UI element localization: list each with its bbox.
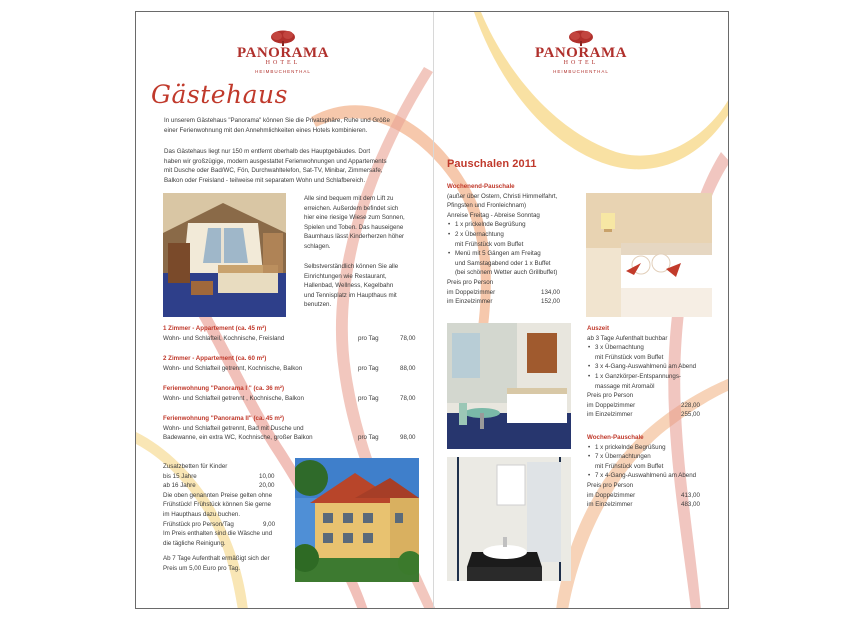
room-price: 152,00 [541,298,560,306]
price-item [163,324,423,354]
note-line: im Haupthaus dazu buchen. [163,510,241,518]
logo-brand: PANORAMA [236,45,330,61]
price-item-desc: Wohn- und Schlafteil getrennt , Kochnische, Balkon [163,394,304,402]
price-value: 78,00 [400,394,416,402]
price-value: 88,00 [400,364,416,372]
price-item [163,414,423,454]
price-item [163,384,423,414]
room-price: 134,00 [541,288,560,296]
lift-line: hier eine riesige Wiese zum Sonnen, [304,214,405,222]
auszeit-package [587,324,722,420]
fold-line [433,12,434,609]
extra-bed-price: 10,00 [259,472,275,480]
extra-bed-label: ab 16 Jahre [163,482,196,490]
weekend-item: • 1 x prickelnde Begrüßung [447,220,587,230]
price-item-title: Ferienwohnung "Panorama II" (ca. 45 m²) [163,415,285,422]
lift-line: Spielen und Toben. Das hauseigene [304,223,404,231]
note-line: Frühstück! Frühstück können Sie gerne [163,501,271,509]
price-item-title: 1 Zimmer - Appartement (ca. 45 m²) [163,325,267,332]
desc-line: Das Gästehaus liegt nur 150 m entfernt oberhalb des Hauptgebäudes. Dort [164,148,371,155]
note-line: Die oben genannten Preise gelten ohne [163,491,273,499]
breakfast-label: Frühstück pro Person/Tag [163,520,234,528]
week-item: • 7 x Übernachtungen mit Frühstück vom Buffet [587,452,722,471]
weekend-note: (außer über Ostern, Christi Himmelfahrt, [447,192,558,200]
price-item-desc: Wohn- und Schlafteil getrennt, Bad mit Dusche und [163,424,304,432]
guesthouse-exterior-photo [295,458,419,582]
discount-line: Ab 7 Tage Aufenthalt ermäßigt sich der [163,555,270,563]
bathroom-photo [447,457,571,581]
price-item [163,354,423,384]
discount-line: Preis um 5,00 Euro pro Tag. [163,564,240,572]
extra-bed-row [163,481,283,491]
week-item: • 1 x prickelnde Begrüßung [587,443,722,453]
lift-line: schlagen. [304,242,331,250]
price-unit: pro Tag [358,394,379,402]
weekend-note: Pfingsten und Fronleichnam) [447,202,527,210]
price-item-title: Ferienwohnung "Panorama I " (ca. 36 m²) [163,385,285,392]
room-price: 413,00 [681,491,700,499]
week-title: Wochen-Pauschale [587,434,644,441]
desc-line: mit Dusche oder Bad/WC, Fön, Durchwahltelefon, Sat-TV, Minibar, Zimmersafe, [164,167,383,175]
week-per-person: Preis pro Person [587,481,634,489]
guesthouse-title: Gästehaus [151,80,288,109]
tree-icon [567,30,595,46]
logo-hotel: HOTEL [563,60,599,66]
price-unit: pro Tag [358,434,379,442]
facilities-line: Selbstverständlich können Sie alle [304,263,399,270]
week-item: • 7 x 4-Gang-Auswahlmenü am Abend [587,471,722,481]
auszeit-per-person: Preis pro Person [587,392,634,400]
auszeit-price-row [587,410,722,420]
weekend-title: Wochenend-Pauschale [447,183,515,190]
auszeit-price-row [587,401,722,411]
price-item-desc: Wohn- und Schlafteil, Kochnische, Freisland [163,334,285,342]
room-label: im Doppelzimmer [447,288,496,296]
lift-paragraph [304,194,429,252]
logo-hotel: HOTEL [265,60,301,66]
desc-line: Balkon oder Freisland - teilweise mit separatem Wohn und Schlafbereich. [164,176,366,184]
auszeit-item: • 3 x Übernachtung mit Frühstück vom Buffet [587,343,722,362]
guesthouse-intro [164,116,429,135]
breakfast-row [163,520,283,530]
weekend-item: • 2 x Übernachtung mit Frühstück vom Buffet [447,230,587,249]
room-label: im Doppelzimmer [587,401,636,409]
hotel-room-photo [586,193,712,317]
facilities-line: benutzen. [304,301,332,309]
price-item-desc: Wohn- und Schlafteil getrennt, Kochnische, Balkon [163,364,303,372]
price-item-desc: Badewanne, ein extra WC, Kochnische, großer Balkon [163,434,313,442]
cleaning-line: Im Preis enthalten sind die Wäsche und [163,530,273,538]
price-item-title: 2 Zimmer - Appartement (ca. 60 m²) [163,355,267,362]
weekend-note: Anreise Freitag - Abreise Sonntag [447,211,540,219]
facilities-line: Einrichtungen wie Restaurant, [304,272,387,280]
extra-bed-row [163,472,283,482]
intro-line: einer Ferienwohnung mit den Annehmlichkeiten eines Hotels kombinieren. [164,126,368,134]
price-unit: pro Tag [358,334,379,342]
week-price-row [587,500,722,510]
week-items [587,443,722,481]
price-value: 78,00 [400,334,416,342]
auszeit-item: • 3 x 4-Gang-Auswahlmenü am Abend [587,362,722,372]
guesthouse-description [164,147,429,185]
weekend-items [447,220,587,278]
auszeit-item: • 1 x Ganzkörper-Entspannungs- massage mit Aromaöl [587,372,722,391]
room-label: im Einzelzimmer [587,411,633,419]
lift-line: Baumhaus lässt Kinderherzen höher [304,233,405,241]
room-label: im Einzelzimmer [587,501,633,509]
apartment-photo [163,193,286,317]
price-unit: pro Tag [358,364,379,372]
extra-bed-label: bis 15 Jahre [163,472,197,480]
room-label: im Doppelzimmer [587,491,636,499]
room-price: 483,00 [681,501,700,509]
weekend-price-row [447,288,587,298]
facilities-line: und Tennisplatz im Haupthaus mit [304,291,397,299]
lift-line: erreichen. Außerdem befindet sich [304,204,399,212]
weekend-per-person: Preis pro Person [447,278,494,286]
intro-line: In unserem Gästehaus "Panorama" können Sie die Privatsphäre, Ruhe und Größe [164,117,390,124]
weekend-item: • Menü mit 5 Gängen am Freitag und Samstagabend oder 1 x Buffet (bei schönem Wetter auch Grillbuffet) [447,249,587,278]
extra-beds-block [163,462,283,574]
facilities-line: Hallenbad, Wellness, Kegelbahn [304,282,394,290]
desc-line: haben wir großzügige, modern ausgestattet Ferienwohnungen und Appartements [164,157,387,165]
week-price-row [587,491,722,501]
extra-bed-price: 20,00 [259,482,275,490]
facilities-paragraph [304,262,429,310]
auszeit-note: ab 3 Tage Aufenthalt buchbar [587,334,668,342]
auszeit-items [587,343,722,391]
tree-icon [269,30,297,46]
room-label: im Einzelzimmer [447,298,493,306]
room-price: 228,00 [681,401,700,409]
logo-brand: PANORAMA [534,45,628,61]
hotel-logo-left [228,30,338,75]
brochure-sheet [135,11,729,609]
breakfast-price: 9,00 [263,520,276,528]
apartment-interior-photo [447,323,571,449]
week-package [587,433,722,510]
auszeit-title: Auszeit [587,325,610,332]
cleaning-line: die tägliche Reinigung. [163,539,226,547]
price-list [163,324,423,454]
weekend-package [447,182,587,307]
extra-beds-title: Zusatzbetten für Kinder [163,463,228,470]
weekend-price-row [447,297,587,307]
logo-place: HEIMBUCHENTHAL [553,69,609,74]
room-price: 255,00 [681,411,700,419]
logo-place: HEIMBUCHENTHAL [255,69,311,74]
price-value: 98,00 [400,434,416,442]
packages-title: Pauschalen 2011 [447,158,537,170]
hotel-logo-right [526,30,636,75]
lift-line: Alle sind bequem mit dem Lift zu [304,195,394,202]
